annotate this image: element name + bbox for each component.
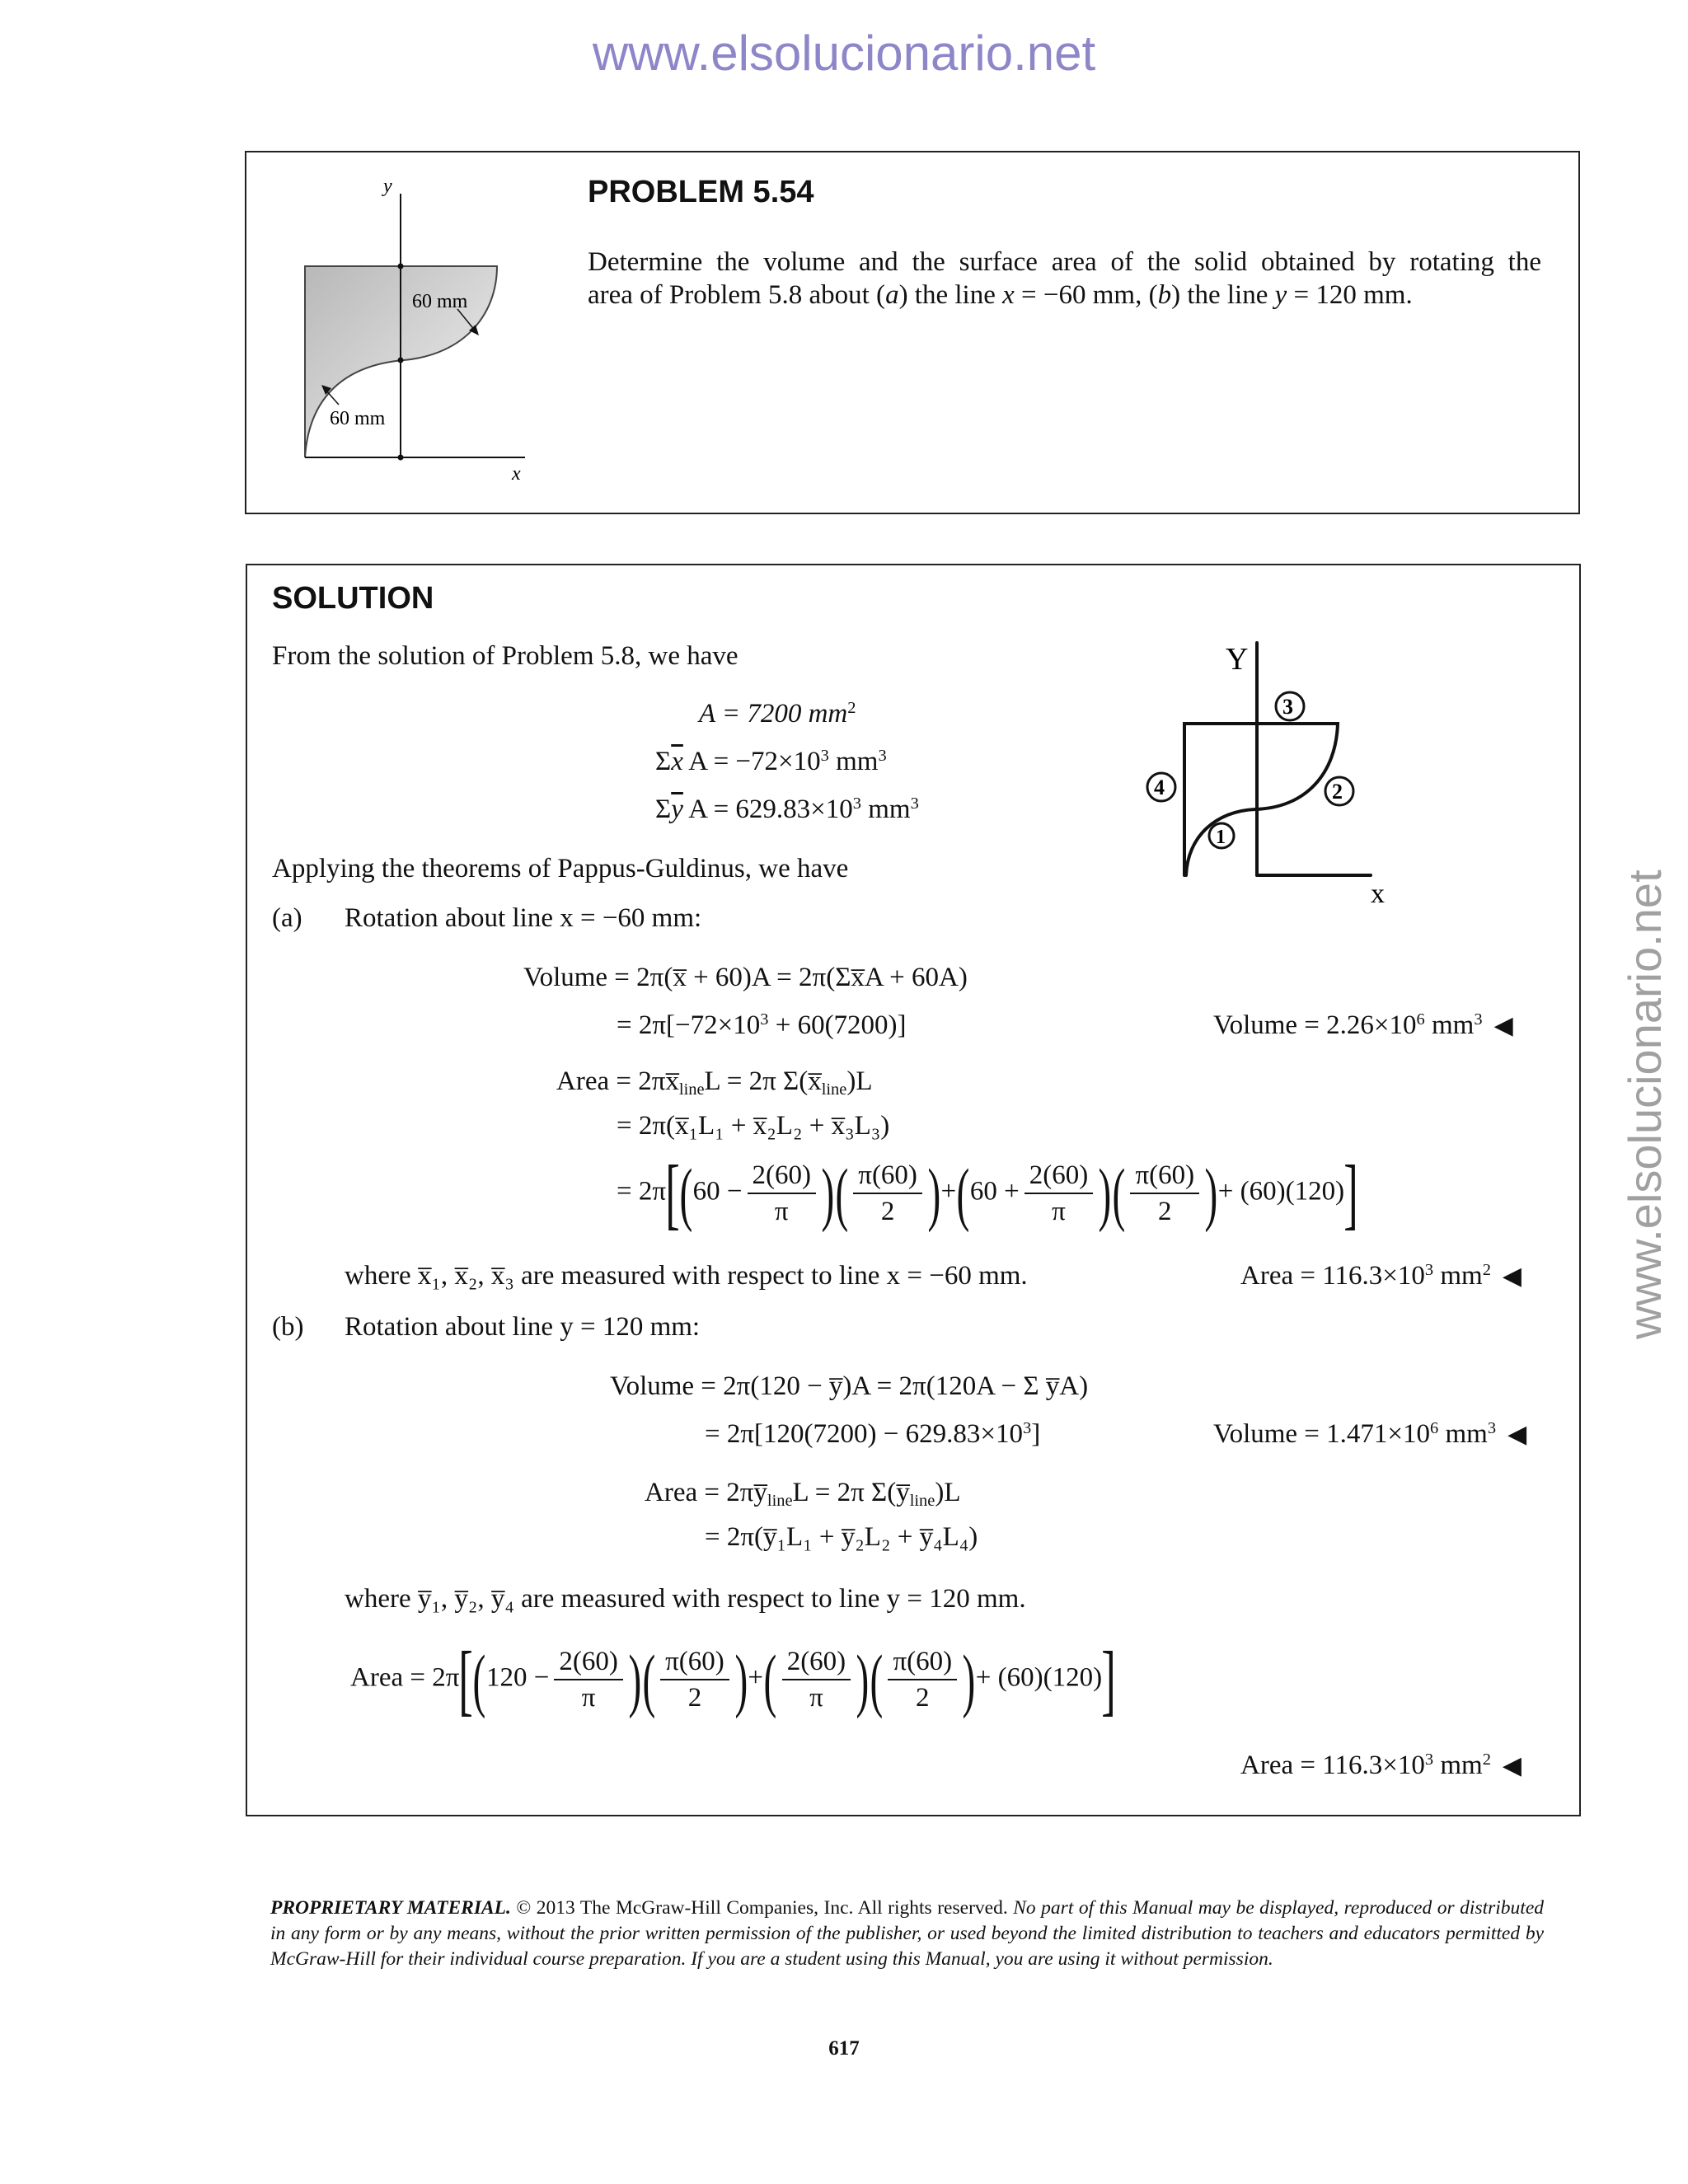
a-area-line2: = 2π(x̅₁L₁ + x̅₂L₂ + x̅₃L₃) bbox=[617, 1111, 890, 1141]
a-volume-line2: = $2\pi[-72\times 10^3 + 60(7200)]$ bbox=[617, 1010, 907, 1040]
sketch-label-1: 1 bbox=[1216, 827, 1226, 848]
part-a-title: Rotation about line x = −60 mm: bbox=[345, 903, 702, 933]
eq-sum-ya: $\Sigma\overline{y}$ $A = 629.83\times 10^3$ $mm^3$ bbox=[655, 794, 919, 824]
page-number: 617 bbox=[828, 2037, 860, 2060]
answer-marker-icon: ◀ bbox=[1502, 1263, 1522, 1290]
solution-intro: From the solution of Problem 5.8, we have bbox=[272, 641, 738, 671]
sketch-label-4: 4 bbox=[1154, 776, 1165, 799]
b-volume-line1: Volume = 2π(120 − y̅)A = 2π(120A − Σ y̅A) bbox=[610, 1371, 1089, 1401]
eq-area: A = 7200 $mm^2$ bbox=[699, 698, 856, 729]
point-origin bbox=[398, 455, 404, 461]
eq-sum-xa: $\Sigma\overline{x}$ $A = -72\times 10^3$ $mm^3$ bbox=[655, 746, 887, 776]
a-area-line3: = 2π[(60 − $\frac{2(60)}{\pi}$ )( $\frac{\pi(60)}{2}$ )+(60 + $\frac{2(60)}{\pi}$ )( $\frac{\pi(60)}{2}$ )+ (60)(120)] bbox=[617, 1149, 1358, 1237]
problem-statement-line1: Determine the volume and the surface area of the solid obtained by rotating the bbox=[588, 247, 1541, 277]
b-area-line2: = 2π(y̅₁L₁ + y̅₂L₂ + y̅₄L₄) bbox=[705, 1522, 978, 1552]
sketch-outline bbox=[1184, 724, 1338, 875]
answer-marker-icon: ◀ bbox=[1502, 1752, 1522, 1779]
part-b-title: Rotation about line y = 120 mm: bbox=[345, 1312, 701, 1342]
problem-statement-line2: area of Problem 5.8 about (a) the line x = −60 mm, (b) the line y = 120 mm. bbox=[588, 280, 1413, 310]
sketch-axis-y: Y bbox=[1226, 642, 1249, 677]
watermark-side[interactable]: www.elsolucionario.net bbox=[1619, 869, 1671, 1339]
solution-sketch bbox=[1142, 635, 1414, 915]
b-area-answer: Area = $116.3\times 10^3$ $mm^2$ ◀ bbox=[1240, 1750, 1522, 1780]
b-where-line: where y̅₁, y̅₂, y̅₄ are measured with respect to line y = 120 mm. bbox=[345, 1584, 1026, 1614]
part-a-label: (a) bbox=[272, 903, 302, 933]
a-volume-answer: Volume = $2.26\times 10^6$ $mm^3$ ◀ bbox=[1213, 1010, 1513, 1040]
sketch-axis-x: x bbox=[1371, 879, 1385, 909]
b-volume-answer: Volume = $1.471\times 10^6$ $mm^3$ ◀ bbox=[1213, 1418, 1527, 1449]
fig-dim-upper: 60 mm bbox=[412, 291, 468, 312]
solution-title: SOLUTION bbox=[272, 581, 434, 616]
fig-axis-y: y bbox=[383, 176, 392, 197]
sketch-label-3: 3 bbox=[1282, 695, 1293, 719]
fig-dim-lower: 60 mm bbox=[330, 408, 386, 429]
a-where-line: where x̅₁, x̅₂, x̅₃ are measured with respect to line x = −60 mm. bbox=[345, 1261, 1028, 1291]
point-top bbox=[398, 264, 404, 269]
a-volume-line1: Volume = 2π(x̅ + 60)A = 2π(Σx̅A + 60A) bbox=[523, 963, 968, 992]
a-area-line1: Area = $2\pi x̅_{line}L = 2\pi$ $\Sigma(x̅_{line})L$ bbox=[556, 1066, 873, 1099]
a-area-answer: Area = $116.3\times 10^3$ $mm^2$ ◀ bbox=[1240, 1260, 1522, 1291]
part-b-label: (b) bbox=[272, 1312, 304, 1342]
point-mid bbox=[398, 358, 404, 363]
b-area-line1: Area = $2\pi y̅_{line}L = 2\pi$ $\Sigma(y̅_{line})L$ bbox=[645, 1478, 961, 1511]
b-area-full: Area = 2π[(120 − $\frac{2(60)}{\pi}$ )( $\frac{\pi(60)}{2}$ )+( $\frac{2(60)}{\pi}$ )( $\frac{\pi(60)}{2}$ )+ (60)(120)] bbox=[350, 1635, 1116, 1723]
answer-marker-icon: ◀ bbox=[1507, 1421, 1527, 1448]
watermark-top[interactable]: www.elsolucionario.net bbox=[592, 26, 1096, 81]
problem-title: PROBLEM 5.54 bbox=[588, 175, 814, 209]
sketch-label-2: 2 bbox=[1332, 780, 1343, 804]
fig-axis-x: x bbox=[512, 463, 521, 485]
pappus-line: Applying the theorems of Pappus-Guldinus, we have bbox=[272, 854, 849, 883]
footer-notice: PROPRIETARY MATERIAL. © 2013 The McGraw-Hill Companies, Inc. All rights reserved. No part of this Manual may be displayed, reproduced or distributed in any form or by any means, without the prior written permission of the publisher, or used beyond the limited distribution to teachers and educators permitted by McGraw-Hill for their individual course preparation. If you are a student using this Manual, you are using it without permission. bbox=[270, 1897, 1545, 1970]
b-volume-line2: = $2\pi[120(7200) - 629.83\times 10^3]$ bbox=[705, 1418, 1041, 1449]
problem-figure bbox=[284, 169, 556, 490]
answer-marker-icon: ◀ bbox=[1493, 1012, 1513, 1039]
